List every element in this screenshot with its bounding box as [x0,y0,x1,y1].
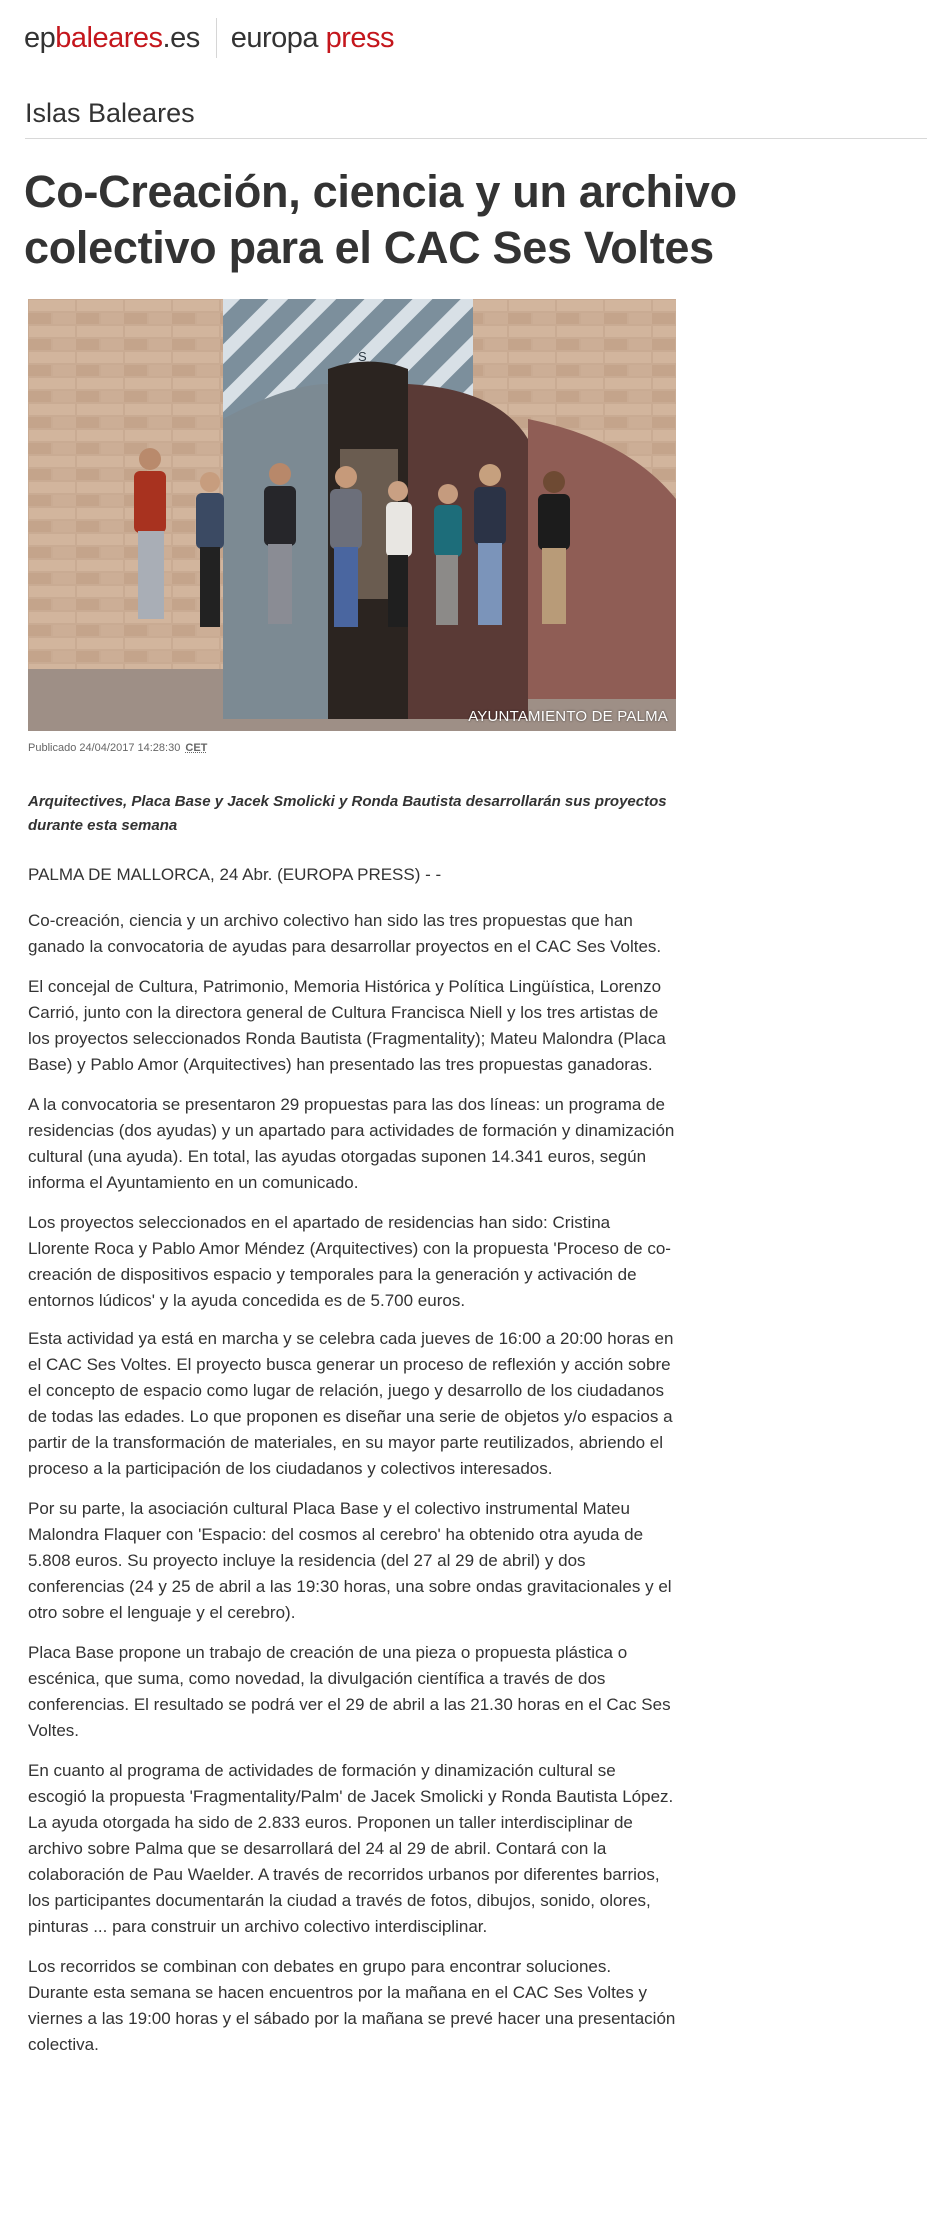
published-date-value: 24/04/2017 14:28:30 [79,742,181,754]
logo-ep-text: ep [24,21,56,54]
paragraph: Los recorridos se combinan con debates en grupo para encontrar soluciones. Durante esta semana se hacen encuentros por la mañana en el CAC Ses Voltes y viernes a las 19:00 horas y el sábado por la mañana se prevé hacer una presentación colectiva. [28,1957,676,2054]
paragraph: Esta actividad ya está en marcha y se celebra cada jueves de 16:00 a 20:00 horas en el CAC Ses Voltes. El proyecto busca generar un proceso de reflexión y acción sobre el concepto de espacio como lugar de relación, juego y desarrollo de los ciudadanos de todas las edades. Lo que proponen es diseñar una serie de objetos y/o espacios a partir de la transformación de materiales, en su mayor parte reutilizados, abriendo el proceso a la participación de los ciudadanos y colectivos interesados. [28,1329,674,1478]
paragraph: A la convocatoria se presentaron 29 propuestas para las dos líneas: un programa de residencias (dos ayudas) y un apartado para actividades de formación y dinamización cultural (una ayuda). En total, las ayudas otorgadas suponen 14.341 euros, según informa el Ayuntamiento en un comunicado. [28,1095,675,1192]
section-title[interactable]: Islas Baleares [25,98,195,128]
europapress-logo[interactable] [231,22,394,55]
paragraph: En cuanto al programa de actividades de formación y dinamización cultural se escogió la propuesta 'Fragmentality/Palm' de Jacek Smolicki y Ronda Bautista López. La ayuda otorgada ha sido de 2.833 euros. Proponen un taller interdisciplinar de archivo sobre Palma que se desarrollará del 24 al 29 de abril. Contará con la colaboración de Pau Waelder. A través de recorridos urbanos por diferentes barrios, los participantes documentarán la ciudad a través de fotos, dibujos, sonido, olores, pinturas ... para construir un archivo colectivo interdisciplinar. [28,1761,674,1936]
article-title: Co-Creación, ciencia y un archivo colectivo para el CAC Ses Voltes [24,166,737,273]
photo-group-of-people-icon [28,299,676,731]
epbaleares-logo[interactable] [24,22,200,55]
paragraph: Por su parte, la asociación cultural Placa Base y el colectivo instrumental Mateu Malondra Flaquer con 'Espacio: del cosmos al cerebro' ha obtenido otra ayuda de 5.808 euros. Su proyecto incluye la residencia (del 27 al 29 de abril) y dos conferencias (24 y 25 de abril a las 19:30 horas, una sobre ondas gravitacionales y el otro sobre el lenguaje y el cerebro). [28,1499,672,1622]
section-divider [25,138,927,139]
photo-credit: AYUNTAMIENTO DE PALMA [468,708,668,725]
logo-region-text: baleares [55,21,163,54]
published-label: Publicado [28,742,77,754]
paragraph: Placa Base propone un trabajo de creación de una pieza o propuesta plástica o escénica, que suma, como novedad, la divulgación científica a través de dos conferencias. El resultado se podrá ver el 29 de abril a las 21.30 horas en el Cac Ses Voltes. [28,1643,671,1740]
logo-europa-text: europa [230,21,319,54]
article-photo [28,299,676,731]
paragraph: El concejal de Cultura, Patrimonio, Memoria Histórica y Política Lingüística, Lorenzo Carrió, junto con la directora general de Cultura Francisca Niell y los tres artistas de los proyectos seleccionados Ronda Bautista (Fragmentality); Mateu Malondra (Placa Base) y Pablo Amor (Arquitectives) han presentado las tres propuestas ganadoras. [28,977,666,1074]
article-body [28,862,676,2072]
timezone-abbr: CET [185,742,208,754]
dateline: PALMA DE MALLORCA, 24 Abr. (EUROPA PRESS) - - [28,865,442,884]
logo-press-text: press [325,21,394,54]
logo-tld-text: .es [162,21,200,54]
paragraph: Co-creación, ciencia y un archivo colectivo han sido las tres propuestas que han ganado la convocatoria de ayudas para desarrollar proyectos en el CAC Ses Voltes. [28,911,662,956]
site-header [24,18,394,58]
publish-date [28,742,207,754]
article-lead: Arquitectives, Placa Base y Jacek Smolicki y Ronda Bautista desarrollarán sus proyectos durante esta semana [28,793,667,834]
paragraph: Los proyectos seleccionados en el apartado de residencias han sido: Cristina Llorente Roca y Pablo Amor Méndez (Arquitectives) con la propuesta 'Proceso de co-creación de dispositivos espacio y temporales para la generación y activación de entornos lúdicos' y la ayuda concedida es de 5.700 euros. [28,1213,671,1310]
door-lettering-text: S [358,349,367,364]
logo-divider [216,18,217,58]
